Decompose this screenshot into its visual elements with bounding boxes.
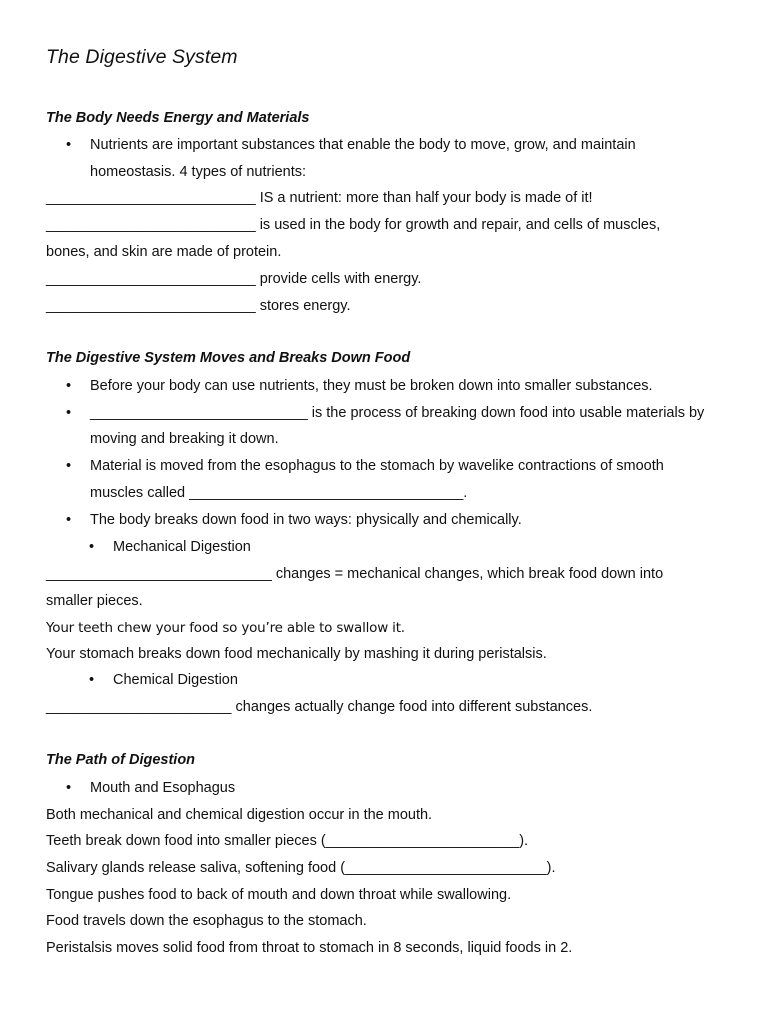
protein-continuation-line: bones, and skin are made of protein.: [46, 244, 282, 260]
mechanical-digestion-subheading: Mechanical Digestion: [113, 539, 251, 555]
digestion-bullet-line1: ___________________________ is the process of breaking down food into usable materials by: [90, 405, 705, 421]
teeth-chew-line: Your teeth chew your food so you’re able to swallow it.: [46, 620, 405, 636]
bullet-glyph: •: [66, 780, 72, 796]
bullet-glyph: •: [66, 512, 72, 528]
physical-changes-line2: smaller pieces.: [46, 593, 143, 609]
peristalsis-timing-line: Peristalsis moves solid food from throat to stomach in 8 seconds, liquid foods in 2.: [46, 940, 573, 956]
bullet-glyph: •: [66, 137, 72, 153]
esophagus-line: Food travels down the esophagus to the stomach.: [46, 913, 367, 929]
fat-blank-line: __________________________ stores energy.: [46, 298, 351, 314]
stomach-mashing-line: Your stomach breaks down food mechanically by mashing it during peristalsis.: [46, 646, 547, 662]
teeth-blank-line: Teeth break down food into smaller pieces (________________________).: [46, 833, 529, 849]
bullet-glyph: •: [66, 405, 72, 421]
mouth-digestion-line: Both mechanical and chemical digestion occur in the mouth.: [46, 807, 433, 823]
bullet-glyph: •: [66, 378, 72, 394]
physical-changes-line1: ____________________________ changes = mechanical changes, which break food down into: [46, 566, 664, 582]
bullet-glyph: •: [89, 672, 95, 688]
section-heading-path: The Path of Digestion: [46, 752, 196, 768]
saliva-blank-line: Salivary glands release saliva, softening food (_________________________).: [46, 860, 556, 876]
carbohydrates-blank-line: __________________________ provide cells with energy.: [46, 271, 422, 287]
bullet-glyph: •: [66, 458, 72, 474]
digestion-bullet-line2: moving and breaking it down.: [90, 431, 279, 447]
mouth-esophagus-subheading: Mouth and Esophagus: [90, 780, 236, 796]
two-ways-bullet: The body breaks down food in two ways: physically and chemically.: [90, 512, 522, 528]
nutrients-bullet-line1: Nutrients are important substances that enable the body to move, grow, and maintain: [90, 137, 636, 153]
water-blank-line: __________________________ IS a nutrient: more than half your body is made of it!: [46, 190, 593, 206]
nutrients-bullet-line2: homeostasis. 4 types of nutrients:: [90, 164, 306, 180]
chemical-changes-line: _______________________ changes actually change food into different substances.: [46, 699, 593, 715]
peristalsis-bullet-line2: muscles called __________________________________.: [90, 485, 468, 501]
section-heading-moves-breaks: The Digestive System Moves and Breaks Down Food: [46, 350, 411, 366]
section-heading-energy: The Body Needs Energy and Materials: [46, 110, 310, 126]
protein-blank-line: __________________________ is used in the body for growth and repair, and cells of muscles,: [46, 217, 661, 233]
before-body-bullet: Before your body can use nutrients, they must be broken down into smaller substances.: [90, 378, 653, 394]
document-title: The Digestive System: [46, 46, 238, 68]
chemical-digestion-subheading: Chemical Digestion: [113, 672, 238, 688]
peristalsis-bullet-line1: Material is moved from the esophagus to the stomach by wavelike contractions of smooth: [90, 458, 664, 474]
bullet-glyph: •: [89, 539, 95, 555]
tongue-line: Tongue pushes food to back of mouth and down throat while swallowing.: [46, 887, 512, 903]
